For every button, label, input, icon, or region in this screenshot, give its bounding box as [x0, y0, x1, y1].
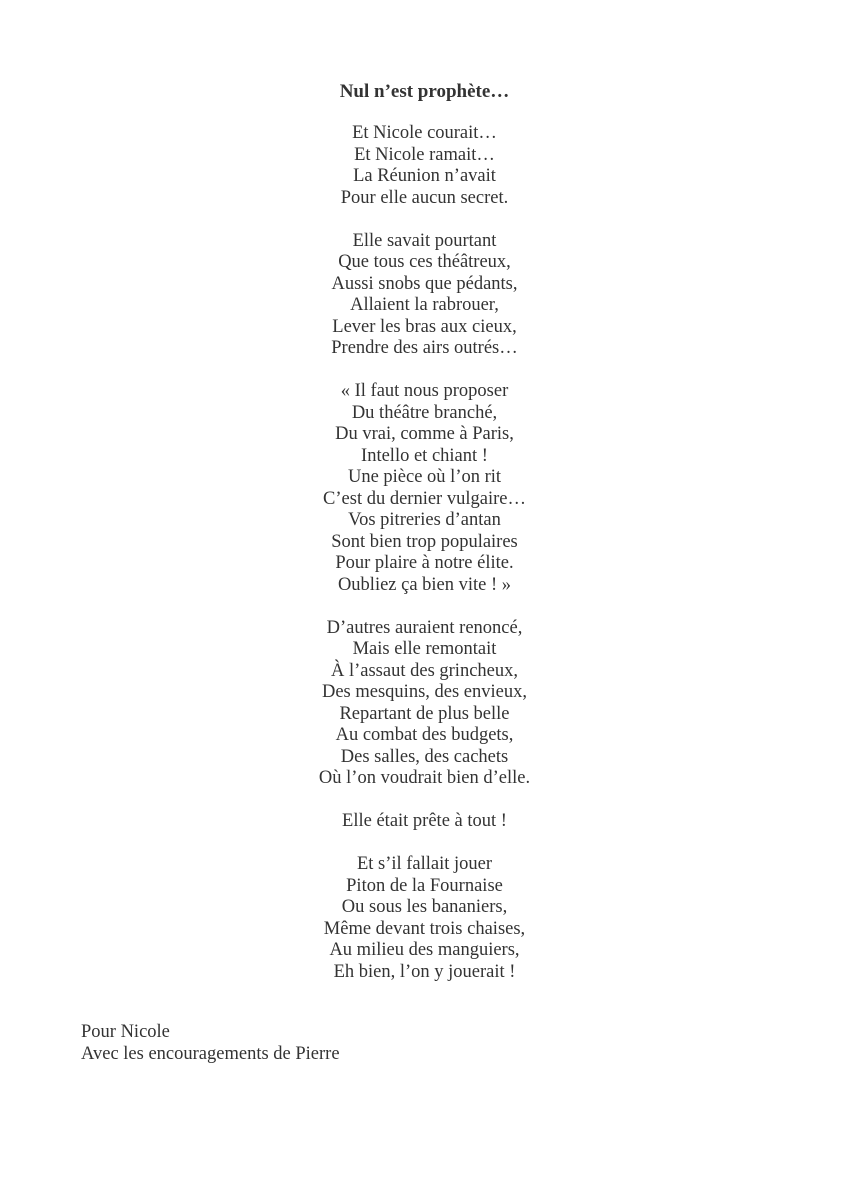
verse-line: Prendre des airs outrés… [331, 338, 518, 358]
stanza [0, 618, 849, 790]
poem-title: Nul n’est prophète… [339, 81, 510, 102]
verse-line: Du théâtre branché, [351, 402, 498, 423]
poem-body [0, 123, 849, 1005]
verse-line: D’autres auraient renoncé, [326, 617, 523, 638]
verse-line: Oubliez ça bien vite ! » [337, 574, 512, 595]
verse-line: Vos pitreries d’antan [348, 510, 501, 530]
verse-line: Piton de la Fournaise [346, 875, 503, 896]
verse-line: Ou sous les bananiers, [341, 897, 508, 917]
stanza [0, 854, 849, 983]
dedication-line: Pour Nicole [81, 1022, 170, 1042]
verse-line: Des salles, des cachets [340, 746, 509, 767]
verse-line: Aussi snobs que pédants, [331, 273, 518, 294]
dedication [81, 1022, 340, 1065]
verse-line: Mais elle remontait [352, 639, 497, 659]
dedication-line: Avec les encouragements de Pierre [81, 1043, 340, 1064]
verse-line: Et Nicole courait… [352, 123, 497, 143]
verse-line: Pour plaire à notre élite. [335, 553, 514, 573]
verse-line: Elle savait pourtant [352, 230, 497, 251]
verse-line: Même devant trois chaises, [323, 918, 526, 939]
verse-line: Sont bien trop populaires [331, 531, 518, 552]
verse-line: Allaient la rabrouer, [350, 295, 499, 315]
verse-line: Repartant de plus belle [339, 703, 510, 724]
verse-line: Au milieu des manguiers, [329, 940, 520, 960]
verse-line: Des mesquins, des envieux, [321, 682, 527, 702]
verse-line: La Réunion n’avait [353, 166, 496, 186]
verse-line: Intello et chiant ! [361, 445, 488, 466]
verse-line: Que tous ces théâtreux, [338, 252, 511, 272]
verse-line: Du vrai, comme à Paris, [335, 424, 514, 444]
stanza [0, 231, 849, 360]
verse-line: Et Nicole ramait… [354, 144, 495, 165]
verse-line: Lever les bras aux cieux, [332, 316, 517, 337]
verse-line: Et s’il fallait jouer [356, 854, 493, 874]
verse-line: Eh bien, l’on y jouerait ! [333, 961, 516, 982]
verse-line: C’est du dernier vulgaire… [323, 488, 526, 509]
verse-line: Pour elle aucun secret. [340, 187, 509, 208]
verse-line: À l’assaut des grincheux, [330, 660, 518, 681]
stanza [0, 123, 849, 209]
verse-line: Une pièce où l’on rit [347, 467, 502, 487]
stanza [0, 811, 849, 833]
verse-line: « Il faut nous proposer [340, 381, 509, 401]
verse-line: Au combat des budgets, [335, 725, 514, 745]
verse-line: Où l’on voudrait bien d’elle. [318, 768, 531, 788]
stanza [0, 381, 849, 596]
verse-line: Elle était prête à tout ! [342, 811, 507, 831]
